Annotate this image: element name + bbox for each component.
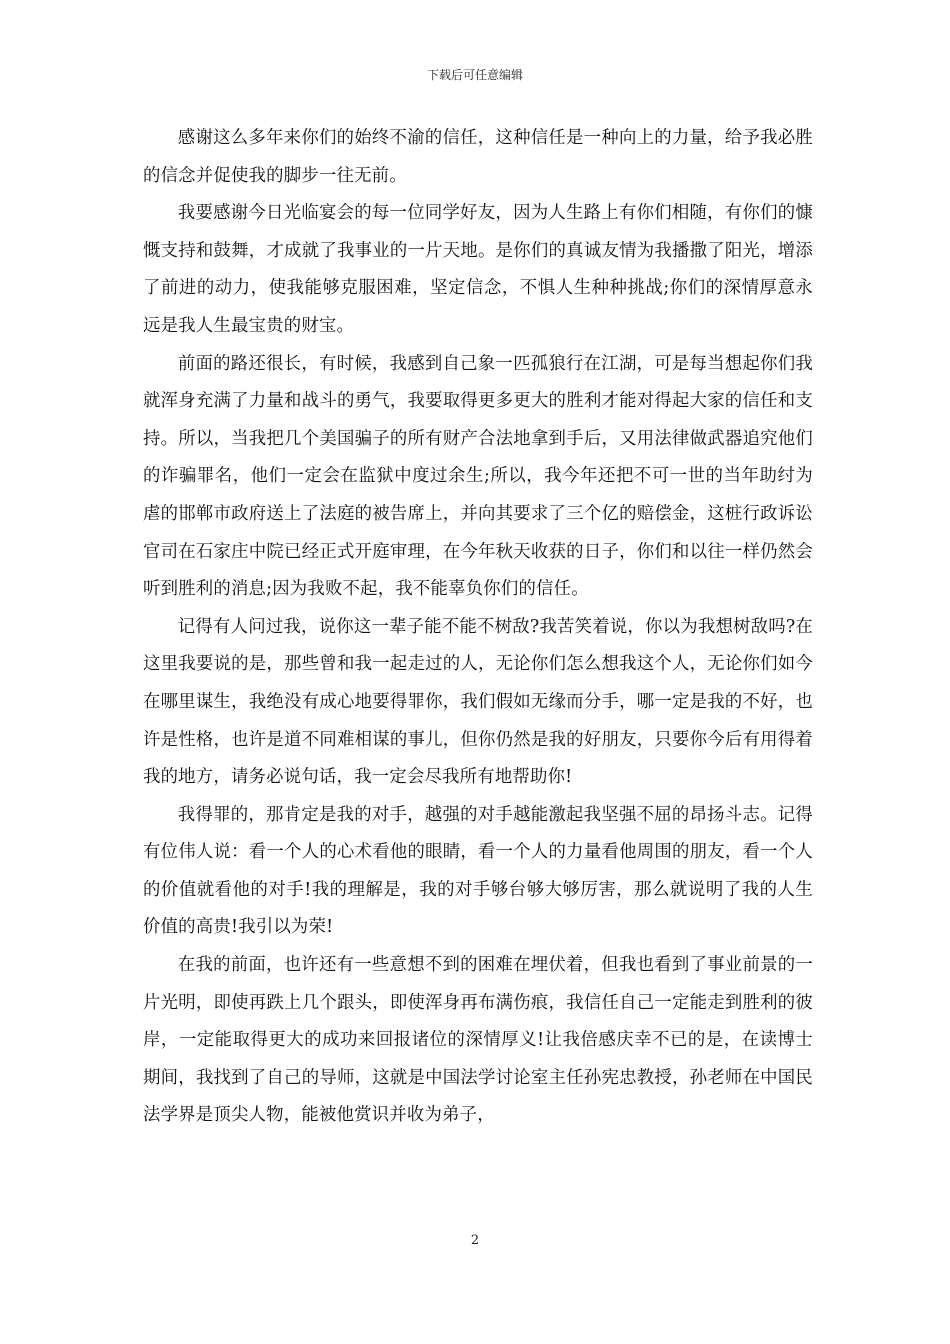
paragraph-1: 感谢这么多年来你们的始终不渝的信任，这种信任是一种向上的力量，给予我必胜的信念并促使我的脚步一往无前。 <box>143 128 813 186</box>
paragraph-3: 前面的路还很长，有时候，我感到自己象一匹孤狼行在江湖，可是每当想起你们我就浑身充满了力量和战斗的勇气，我要取得更多更大的胜利才能对得起大家的信任和支持。所以，当我把几个美国骗子的所有财产合法地拿到手后，又用法律做武器追究他们的诈骗罪名，他们一定会在监狱中度过余生;所以，我今年还把不可一世的当年助纣为虐的邯郸市政府送上了法庭的被告席上，并向其要求了三个亿的赔偿金，这桩行政诉讼官司在石家庄中院已经正式开庭审理，在今年秋天收获的日子，你们和以往一样仍然会听到胜利的消息;因为我败不起，我不能辜负你们的信任。 <box>143 353 813 600</box>
page-header: 下载后可任意编辑 <box>426 68 523 82</box>
paragraph-4: 记得有人问过我，说你这一辈子能不能不树敌?我苦笑着说，你以为我想树敌吗?在这里我要说的是，那些曾和我一起走过的人，无论你们怎么想我这个人，无论你们如今在哪里谋生，我绝没有成心地要得罪你，我们假如无缘而分手，哪一定是我的不好，也许是性格，也许是道不同难相谋的事儿，但你仍然是我的好朋友，只要你今后有用得着我的地方，请务必说句话，我一定会尽我所有地帮助你! <box>143 616 813 788</box>
page-number: 2 <box>470 1233 480 1248</box>
document-body <box>143 120 813 1135</box>
paragraph-2: 我要感谢今日光临宴会的每一位同学好友，因为人生路上有你们相随，有你们的慷慨支持和鼓舞，才成就了我事业的一片天地。是你们的真诚友情为我播撒了阳光，增添了前进的动力，使我能够克服困难，坚定信念，不惧人生种种挑战;你们的深情厚意永远是我人生最宝贵的财宝。 <box>143 203 813 336</box>
paragraph-5: 我得罪的，那肯定是我的对手，越强的对手越能激起我坚强不屈的昂扬斗志。记得有位伟人说：看一个人的心术看他的眼睛，看一个人的力量看他周围的朋友，看一个人的价值就看他的对手!我的理解是，我的对手够台够大够厉害，那么就说明了我的人生价值的高贵!我引以为荣! <box>143 804 813 938</box>
paragraph-6: 在我的前面，也许还有一些意想不到的困难在埋伏着，但我也看到了事业前景的一片光明，即使再跌上几个跟头，即使浑身再布满伤痕，我信任自己一定能走到胜利的彼岸，一定能取得更大的成功来回报诸位的深情厚义!让我倍感庆幸不已的是，在读博士期间，我找到了自己的导师，这就是中国法学讨论室主任孙宪忠教授，孙老师在中国民法学界是顶尖人物，能被他赏识并收为弟子， <box>143 955 813 1126</box>
